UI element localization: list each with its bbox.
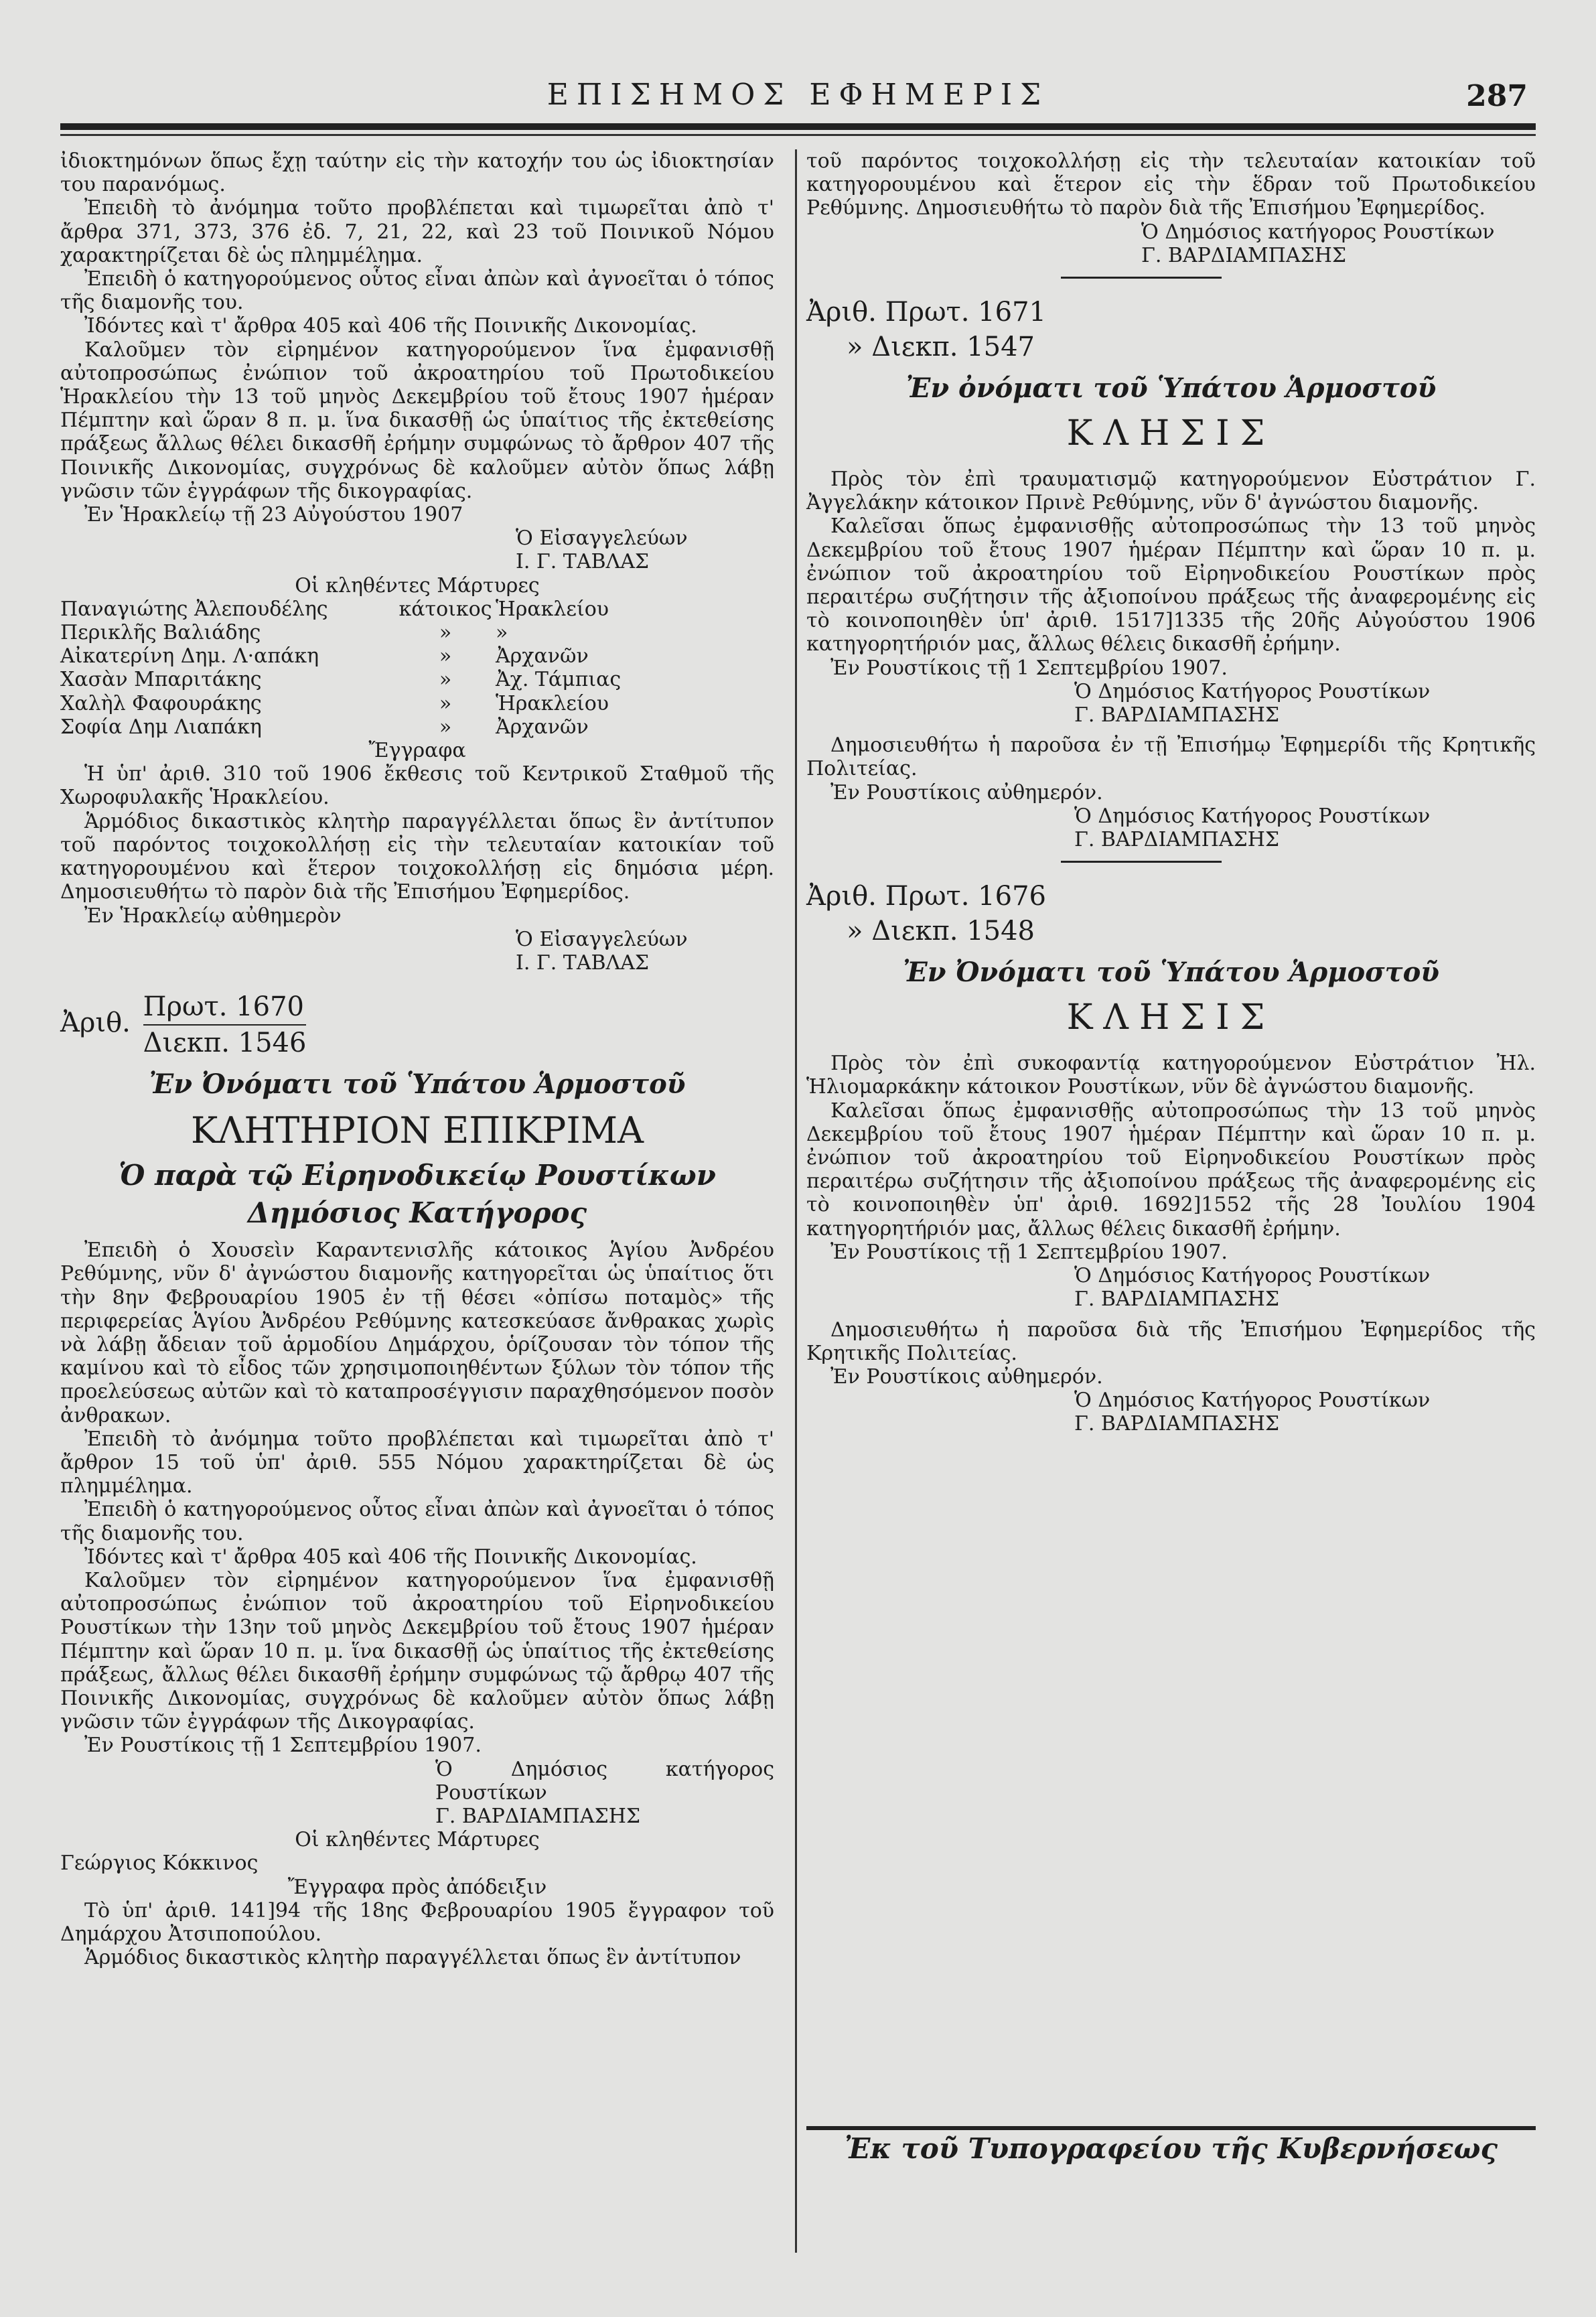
witness-row [60, 692, 774, 715]
paragraph: Δημοσιευθήτω ἡ παροῦσα διὰ τῆς Ἐπισήμου Ἐφημερίδος τῆς Κρητικῆς Πολιτείας. [806, 1318, 1536, 1365]
signature-name: Ι. Γ. ΤΑΒΛΑΣ [516, 550, 650, 574]
court-line: Ὁ παρὰ τῷ Εἰρηνοδικείῳ Ρουστίκων [119, 1159, 716, 1192]
paragraph: Καλοῦμεν τὸν εἰρημένον κατηγορούμενον ἵνα ἐμφανισθῇ αὐτοπροσώπως ἐνώπιον τοῦ ἀκροατηρίου τοῦ Πρωτοδικείου Ἡρακλείου τὴν 13 τοῦ μηνὸς Δεκεμβρίου τοῦ ἔτους 1907 ἡμέραν Πέμπτην καὶ ὥραν 8 π. μ. ἵνα δικασθῇ ὡς ὑπαίτιος τῆς ἐκτεθείσης πράξεως ἄλλως θέλει δικασθῆ ἐρήμην συμφώνως τὸ ἄρθρον 407 τῆς Ποινικῆς Δικονομίας, συγχρόνως δὲ καλοῦμεν αὐτὸν ὅπως λάβῃ γνῶσιν τῶν ἐγγράφων τῆς δικογραφίας. [60, 338, 774, 503]
witness-row [60, 644, 774, 668]
witness-name: Γεώργιος Κόκκινος [60, 1851, 259, 1876]
column-divider [795, 149, 797, 2253]
paragraph: Ἐπειδὴ ὁ κατηγορούμενος οὗτος εἶναι ἀπὼν καὶ ἀγνοεῖται ὁ τόπος τῆς διαμονῆς του. [60, 1498, 774, 1545]
witness-qualifier: » [439, 715, 452, 739]
signature-role: Ὁ Δημόσιος Κατήγορος Ρουστίκων [1074, 679, 1431, 703]
ref-diekp: » Διεκπ. 1547 [847, 332, 1035, 363]
witness-qualifier: » [439, 621, 452, 645]
witness-place: Ἡρακλείου [496, 597, 609, 621]
signature-role: Ὁ Δημόσιος κατήγορος Ρουστίκων [1141, 220, 1495, 244]
witness-name: Περικλῆς Βαλιάδης [60, 621, 261, 645]
paragraph: Ἁρμόδιος δικαστικὸς κλητὴρ παραγγέλλεται ὅπως ἓν ἀντίτυπον τοῦ παρόντος τοιχοκολλήσῃ εἰς τὴν τελευταίαν κατοικίαν τοῦ κατηγορουμένου καὶ ἕτερον τοιχοκολλήσῃ εἰς δημόσια μέρη. Δημοσιευθήτω τὸ παρὸν διὰ τῆς Ἐπισήμου Ἐφημερίδος. [60, 809, 774, 904]
witnesses-heading: Οἱ κληθέντες Μάρτυρες [295, 573, 540, 598]
paragraph: Ἐπειδὴ ὁ κατηγορούμενος οὗτος εἶναι ἀπὼν καὶ ἀγνοεῖται ὁ τόπος τῆς διαμονῆς του. [60, 267, 774, 315]
signature-name: Γ. ΒΑΡΔΙΑΜΠΑΣΗΣ [1141, 243, 1347, 267]
witness-name: Χαλὴλ Φαφουράκης [60, 691, 262, 715]
paragraph: Ἐπειδὴ ὁ Χουσεὶν Καραντενισλῆς κάτοικος Ἁγίου Ἀνδρέου Ρεθύμνης, νῦν δ' ἀγνώστου διαμονῆς κατηγορεῖται ὡς ὑπαίτιος ὅτι τὴν 8ην Φεβρουαρίου 1905 ἐν τῇ θέσει «ὀπίσω ποταμὸς» τῆς περιφερείας Ἁγίου Ἀνδρέου Ρεθύμνης κατεσκεύασε ἄνθρακας χωρὶς νὰ λάβῃ ἄδειαν τοῦ ἁρμοδίου Δημάρχου, ὁρίζουσαν τὸν τόπον τῆς καμίνου καὶ τὸ εἶδος τῶν χρησιμοποιηθέντων ξύλων τὸν τόπον τῆς προελεύσεως αὐτῶν καὶ τὸ καταπροσέγγισιν παραχθησόμενον ποσὸν ἀνθρακων. [60, 1239, 774, 1427]
signature-name: Γ. ΒΑΡΔΙΑΜΠΑΣΗΣ [1074, 1412, 1280, 1436]
signature-name: Γ. ΒΑΡΔΙΑΜΠΑΣΗΣ [1074, 1287, 1280, 1312]
ref-prot: Ἀριθ. Πρωτ. 1676 [806, 881, 1046, 912]
signature-role: Ὁ Δημόσιος Κατήγορος Ρουστίκων [1074, 804, 1431, 828]
page-number: 287 [1466, 79, 1528, 113]
signature-role: Ὁ Δημόσιος κατήγορος Ρουστίκων [435, 1757, 774, 1805]
witness-name: Παναγιώτης Ἀλεπουδέλης [60, 597, 328, 621]
signature-name: Γ. ΒΑΡΔΙΑΜΠΑΣΗΣ [435, 1804, 641, 1828]
ref-arith: Ἀριθ. [60, 1007, 131, 1039]
section-rule [1061, 277, 1222, 279]
invocation: Ἐν Ὀνόματι τοῦ Ὑπάτου Ἁρμοστοῦ [149, 1068, 686, 1101]
signature-role: Ὁ Δημόσιος Κατήγορος Ρουστίκων [1074, 1264, 1431, 1288]
section-title: ΚΛΗΣΙΣ [1066, 413, 1276, 454]
invocation: Ἐν ὀνόματι τοῦ Ὑπάτου Ἁρμοστοῦ [905, 372, 1437, 405]
witness-place: Ἀρχανῶν [496, 715, 589, 739]
ref-diekp: Διεκπ. 1546 [143, 1028, 307, 1059]
witness-place: » [496, 621, 508, 645]
witness-list [60, 598, 774, 739]
witness-name: Αἰκατερίνη Δημ. Λ·απάκη [60, 644, 319, 669]
witness-qualifier: κάτοικος [398, 597, 492, 621]
signature-name: Γ. ΒΑΡΔΙΑΜΠΑΣΗΣ [1074, 828, 1280, 852]
ref-fraction [143, 989, 307, 1060]
section-title: ΚΛΗΣΙΣ [1066, 997, 1276, 1038]
documents-heading: Ἔγγραφα πρὸς ἀπόδειξιν [287, 1875, 547, 1899]
paragraph: Δημοσιευθήτω ἡ παροῦσα ἐν τῇ Ἐπισήμῳ Ἐφημερίδι τῆς Κρητικῆς Πολιτείας. [806, 733, 1536, 781]
paragraph: Καλοῦμεν τὸν εἰρημένον κατηγορούμενον ἵνα ἐμφανισθῇ αὐτοπροσώπως ἐνώπιον τοῦ ἀκροατηρίου τοῦ Εἰρηνοδικείου Ρουστίκων τὴν 13ην τοῦ μηνὸς Δεκεμβρίου τοῦ ἔτους 1907 ἡμέραν Πέμπτην καὶ ὥραν 10 π. μ. ἵνα δικασθῇ ὡς ὑπαίτιος τῆς ἐκτεθείσης πράξεως, ἄλλως θέλει δικασθῆ ἐρήμην συμφώνως τῷ ἄρθρῳ 407 τῆς Ποινικῆς Δικονομίας, συγχρόνως δὲ καλοῦμεν αὐτὸν ὅπως λάβῃ γνῶσιν τῶν ἐγγράφων τῆς Δικογραφίας. [60, 1568, 774, 1734]
paragraph: τοῦ παρόντος τοιχοκολλήσῃ εἰς τὴν τελευταίαν κατοικίαν τοῦ κατηγορουμένου καὶ ἕτερον εἰς τὴν ἕδραν τοῦ Πρωτοδικείου Ρεθύμνης. Δημοσιευθήτω τὸ παρὸν διὰ τῆς Ἐπισήμου Ἐφημερίδος. [806, 149, 1536, 220]
paragraph: Ἡ ὑπ' ἀριθ. 310 τοῦ 1906 ἔκθεσις τοῦ Κεντρικοῦ Σταθμοῦ τῆς Χωροφυλακῆς Ἡρακλείου. [60, 762, 774, 810]
paragraph: Καλεῖσαι ὅπως ἐμφανισθῇς αὐτοπροσώπως τὴν 13 τοῦ μηνὸς Δεκεμβρίου τοῦ ἔτους 1907 ἡμέραν Πέμπτην καὶ ὥραν 10 π. μ. ἐνώπιον τοῦ ἀκροατηρίου τοῦ Εἰρηνοδικείου Ρουστίκων πρὸς περαιτέρω συζήτησιν τῆς ἀξιοποίνου πράξεως τῆς ἀναφερομένης εἰς τὸ κοινοποιηθὲν ὑπ' ἀριθ. 1692]1552 τῆς 28 Ἰουλίου 1904 κατηγορητήριόν μας, ἄλλως θέλεις δικασθῆ ἐρήμην. [806, 1099, 1536, 1241]
ref-diekp: » Διεκπ. 1548 [847, 916, 1035, 947]
place-date: Ἐν Ρουστίκοις τῇ 1 Σεπτεμβρίου 1907. [830, 656, 1228, 680]
witness-qualifier: » [439, 644, 452, 669]
header-rule-thin [60, 134, 1536, 136]
printer-imprint: Ἐκ τοῦ Τυπογραφείου τῆς Κυβερνήσεως [844, 2131, 1498, 2165]
paragraph: Ἐπειδὴ τὸ ἀνόμημα τοῦτο προβλέπεται καὶ τιμωρεῖται ἀπὸ τ' ἄρθρα 371, 373, 376 ἐδ. 7, 21, 22, καὶ 23 τοῦ Ποινικοῦ Νόμου χαρακτηρίζεται δὲ ὡς πλημμέλημα. [60, 196, 774, 267]
paragraph: Ἁρμόδιος δικαστικὸς κλητὴρ παραγγέλλεται ὅπως ἓν ἀντίτυπον [84, 1946, 741, 1970]
documents-heading: Ἔγγραφα [368, 739, 466, 763]
witnesses-heading: Οἱ κληθέντες Μάρτυρες [295, 1828, 540, 1852]
signature-name: Γ. ΒΑΡΔΙΑΜΠΑΣΗΣ [1074, 703, 1280, 727]
left-column [60, 149, 790, 2160]
reference-number [806, 295, 1536, 364]
place-date: Ἐν Ρουστίκοις αὐθημερόν. [830, 780, 1103, 804]
footer-rule [806, 2126, 1536, 2130]
signature-role: Ὁ Δημόσιος Κατήγορος Ρουστίκων [1074, 1389, 1431, 1413]
court-line: Δημόσιος Κατήγορος [247, 1196, 587, 1230]
paragraph: Ἰδόντες καὶ τ' ἄρθρα 405 καὶ 406 τῆς Ποινικῆς Δικονομίας. [84, 1545, 697, 1569]
paragraph: Πρὸς τὸν ἐπὶ τραυματισμῷ κατηγορούμενον Εὐστράτιον Γ. Ἀγγελάκην κάτοικον Πρινὲ Ρεθύμνης, νῦν δ' ἀγνώστου διαμονῆς. [806, 468, 1536, 515]
place-date: Ἐν Ρουστίκοις τῇ 1 Σεπτεμβρίου 1907. [830, 1240, 1228, 1264]
paragraph: ἰδιοκτημόνων ὅπως ἔχῃ ταύτην εἰς τὴν κατοχήν του ὡς ἰδιοκτησίαν του παρανόμως. [60, 149, 774, 197]
place-date: Ἐν Ρουστίκοις τῇ 1 Σεπτεμβρίου 1907. [84, 1734, 482, 1758]
reference-number [60, 989, 774, 1060]
paragraph: Καλεῖσαι ὅπως ἐμφανισθῇς αὐτοπροσώπως τὴν 13 τοῦ μηνὸς Δεκεμβρίου τοῦ ἔτους 1907 ἡμέραν Πέμπτην καὶ ὥραν 10 π. μ. ἐνώπιον τοῦ ἀκροατηρίου τοῦ Εἰρηνοδικείου Ρουστίκων πρὸς περαιτέρω συζήτησιν τῆς ἀξιοποίνου πράξεως τῆς ἀναφερομένης εἰς τὸ κοινοποιηθὲν ὑπ' ἀριθ. 1517]1335 τῆς 20ῆς Αὐγούστου 1906 κατηγορητήριόν μας, ἄλλως θέλεις δικασθῆ ἐρήμην. [806, 514, 1536, 656]
columns [60, 149, 1536, 2165]
signature-role: Ὁ Εἰσαγγελεύων [516, 526, 688, 551]
witness-row [60, 715, 774, 739]
witness-row [60, 598, 774, 621]
paragraph: Πρὸς τὸν ἐπὶ συκοφαντίᾳ κατηγορούμενον Εὐστράτιον Ἠλ. Ἡλιομαρκάκην κάτοικον Ρουστίκων, νῦν δὲ ἀγνώστου διαμονῆς. [806, 1052, 1536, 1099]
place-date: Ἐν Ἡρακλείῳ αὐθημερὸν [84, 904, 342, 928]
header-rule-thick [60, 123, 1536, 130]
witness-qualifier: » [439, 691, 452, 715]
ref-prot: Πρωτ. 1670 [143, 989, 307, 1026]
paragraph: Ἐπειδὴ τὸ ἀνόμημα τοῦτο προβλέπεται καὶ τιμωρεῖται ἀπὸ τ' ἄρθρον 15 τοῦ ὑπ' ἀριθ. 555 Νόμου χαρακτηρίζεται δὲ ὡς πλημμέλημα. [60, 1427, 774, 1498]
invocation: Ἐν Ὀνόματι τοῦ Ὑπάτου Ἁρμοστοῦ [903, 957, 1439, 989]
witness-row [60, 621, 774, 644]
reference-number [806, 879, 1536, 949]
witness-name: Χασὰν Μπαριτάκης [60, 668, 262, 692]
witness-qualifier: » [439, 668, 452, 692]
witness-place: Ἡρακλείου [496, 691, 609, 715]
right-column [790, 149, 1536, 2165]
witness-name: Σοφία Δημ Λιαπάκη [60, 715, 262, 739]
signature-name: Ι. Γ. ΤΑΒΛΑΣ [516, 951, 650, 975]
signature-role: Ὁ Εἰσαγγελεύων [516, 927, 688, 951]
ref-prot: Ἀριθ. Πρωτ. 1671 [806, 297, 1046, 328]
witness-row [60, 668, 774, 691]
paragraph: Ἰδόντες καὶ τ' ἄρθρα 405 καὶ 406 τῆς Ποινικῆς Δικονομίας. [84, 314, 697, 338]
place-date: Ἐν Ἡρακλείῳ τῇ 23 Αὐγούστου 1907 [84, 503, 463, 527]
section-title: ΚΛΗΤΗΡΙΟΝ ΕΠΙΚΡΙΜΑ [190, 1109, 644, 1152]
masthead [60, 67, 1536, 121]
witness-place: Ἀρχανῶν [496, 644, 589, 669]
witness-place: Ἀχ. Τάμπιας [496, 668, 622, 692]
section-rule [1061, 861, 1222, 863]
place-date: Ἐν Ρουστίκοις αὐθημερόν. [830, 1364, 1103, 1389]
paragraph: Τὸ ὑπ' ἀριθ. 141]94 τῆς 18ης Φεβρουαρίου 1905 ἔγγραφον τοῦ Δημάρχου Ἀτσιποπούλου. [60, 1898, 774, 1946]
newspaper-title: ΕΠΙΣΗΜΟΣ ΕΦΗΜΕΡΙΣ [547, 78, 1049, 112]
